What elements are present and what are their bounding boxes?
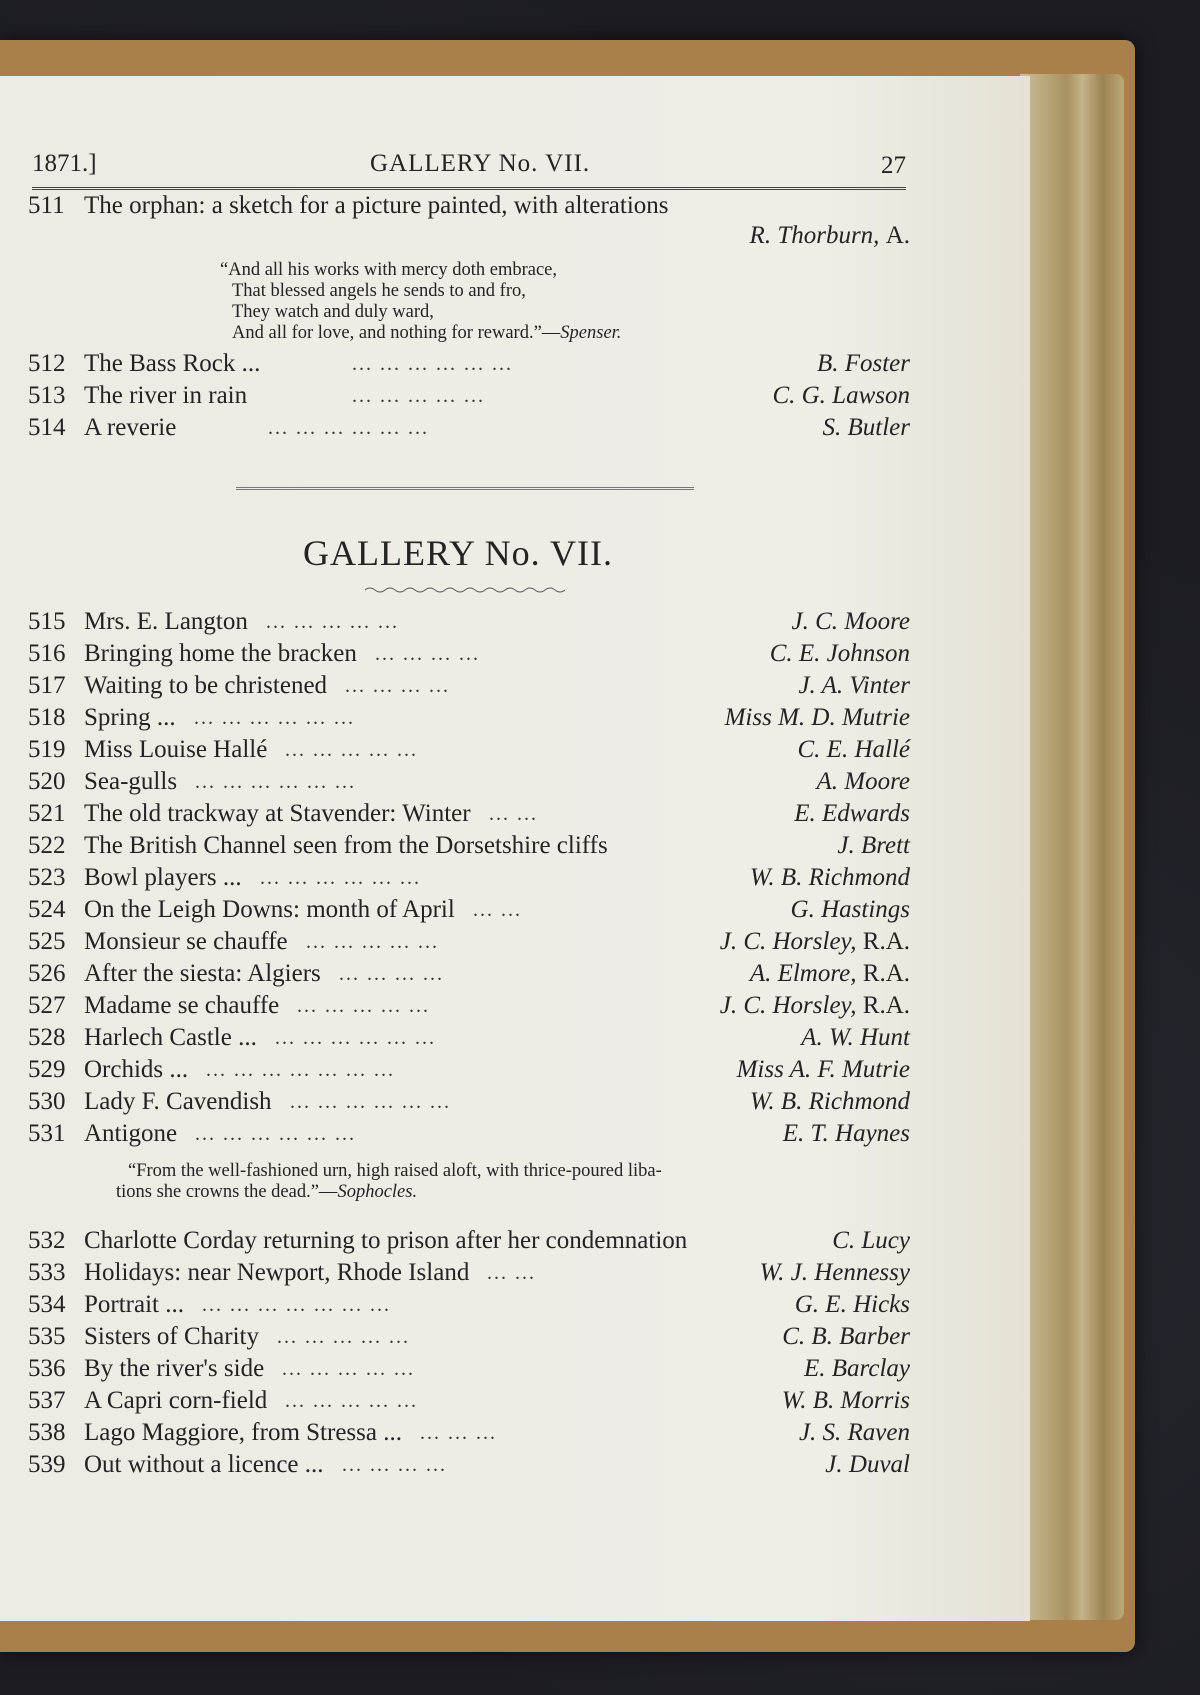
entry-number: 529 xyxy=(28,1056,66,1083)
entry-artist: J. Brett xyxy=(837,832,910,859)
entry-artist: R. Thorburn, A. xyxy=(749,222,910,249)
entry-number: 530 xyxy=(28,1088,66,1115)
spenser-quote xyxy=(220,260,621,344)
leader-dots: ... ... xyxy=(489,803,538,825)
entry-title: The Bass Rock ... xyxy=(84,350,261,377)
entry-title: Miss Louise Hallé xyxy=(84,736,268,763)
entry-artist: G. E. Hicks xyxy=(794,1291,910,1318)
leader-dots: ... ... ... ... ... xyxy=(306,931,439,953)
quote-source: Sophocles. xyxy=(337,1182,418,1202)
entry-539 xyxy=(28,1449,910,1481)
entry-518 xyxy=(28,702,910,734)
entry-537 xyxy=(28,1385,910,1417)
entry-530 xyxy=(28,1086,910,1118)
entry-title: Charlotte Corday returning to prison after her condemnation xyxy=(84,1227,688,1254)
entry-title: Mrs. E. Langton xyxy=(84,608,248,635)
leader-dots: ... ... ... ... xyxy=(345,675,450,697)
entry-artist: W. B. Richmond xyxy=(749,864,910,891)
leader-dots: ... ... ... ... ... xyxy=(285,739,418,761)
entry-514 xyxy=(28,412,910,444)
quote-source: Spenser. xyxy=(560,323,622,343)
entry-artist: E. Barclay xyxy=(804,1355,910,1382)
entry-title: Bowl players ... xyxy=(84,864,242,891)
entry-artist: C. E. Johnson xyxy=(769,640,910,667)
entry-artist: W. B. Morris xyxy=(781,1387,910,1414)
entry-artist: A. Moore xyxy=(816,768,910,795)
entry-title: Spring ... xyxy=(84,704,176,731)
entry-title: A Capri corn-field xyxy=(84,1387,268,1414)
entry-artist: S. Butler xyxy=(822,414,910,441)
entry-525 xyxy=(28,926,910,958)
entry-517 xyxy=(28,670,910,702)
entry-number: 534 xyxy=(28,1291,66,1318)
entry-number: 525 xyxy=(28,928,66,955)
entry-number: 532 xyxy=(28,1227,66,1254)
entry-519 xyxy=(28,734,910,766)
header-year: 1871.] xyxy=(32,150,97,177)
leader-dots: ... ... ... ... xyxy=(339,963,444,985)
gallery-heading: GALLERY No. VII. xyxy=(303,533,613,573)
entry-526 xyxy=(28,958,910,990)
entry-title: Out without a licence ... xyxy=(84,1451,324,1478)
entry-number: 511 xyxy=(28,192,65,219)
entry-title: Orchids ... xyxy=(84,1056,189,1083)
entry-516 xyxy=(28,638,910,670)
entry-artist: J. C. Moore xyxy=(791,608,910,635)
entry-531 xyxy=(28,1118,910,1150)
entry-number: 535 xyxy=(28,1323,66,1350)
leader-dots: ... ... ... ... ... ... xyxy=(352,353,513,375)
quote-line: “And all his works with mercy doth embrace, xyxy=(220,260,558,280)
leader-dots: ... ... ... ... xyxy=(375,643,480,665)
entry-title: Antigone xyxy=(84,1120,178,1147)
quote-line: And all for love, and nothing for reward.”—Spenser. xyxy=(232,323,622,343)
entry-520 xyxy=(28,766,910,798)
entry-528 xyxy=(28,1022,910,1054)
entry-number: 515 xyxy=(28,608,66,635)
entry-533 xyxy=(28,1257,910,1289)
page-edges xyxy=(1020,74,1124,1620)
entry-artist: A. Elmore, R.A. xyxy=(749,960,910,987)
entry-number: 537 xyxy=(28,1387,66,1414)
entry-title: Harlech Castle ... xyxy=(84,1024,257,1051)
entry-artist: J. C. Horsley, R.A. xyxy=(719,928,910,955)
entry-artist: G. Hastings xyxy=(790,896,910,923)
entry-number: 531 xyxy=(28,1120,66,1147)
entry-title: Lago Maggiore, from Stressa ... xyxy=(84,1419,402,1446)
leader-dots: ... ... ... ... ... ... xyxy=(195,771,356,793)
header-title: GALLERY No. VII. xyxy=(370,150,591,177)
leader-dots: ... ... ... ... ... ... ... xyxy=(202,1294,391,1316)
entry-number: 514 xyxy=(28,414,66,441)
entry-number: 538 xyxy=(28,1419,66,1446)
entry-artist: J. S. Raven xyxy=(798,1419,910,1446)
section-divider xyxy=(236,487,694,492)
leader-dots: ... ... ... ... ... xyxy=(352,385,485,407)
entry-artist: E. Edwards xyxy=(794,800,910,827)
entry-527 xyxy=(28,990,910,1022)
quote-line: They watch and duly ward, xyxy=(232,302,434,322)
entry-title: After the siesta: Algiers xyxy=(84,960,321,987)
leader-dots: ... ... xyxy=(473,899,522,921)
entry-title: Portrait ... xyxy=(84,1291,184,1318)
leader-dots: ... ... ... ... ... ... xyxy=(290,1091,451,1113)
quote-line: tions she crowns the dead.”—Sophocles. xyxy=(116,1182,418,1202)
leader-dots: ... ... ... ... ... ... xyxy=(268,417,429,439)
entry-title: Madame se chauffe xyxy=(84,992,280,1019)
entry-number: 533 xyxy=(28,1259,66,1286)
running-header xyxy=(32,144,906,184)
entry-title: Sisters of Charity xyxy=(84,1323,259,1350)
entry-title: By the river's side xyxy=(84,1355,265,1382)
entry-artist: B. Foster xyxy=(816,350,910,377)
sophocles-quote xyxy=(116,1161,662,1203)
quote-line: “From the well-fashioned urn, high raised aloft, with thrice-poured liba- xyxy=(128,1161,662,1181)
entry-511 xyxy=(28,190,910,222)
entry-512 xyxy=(28,348,910,380)
entry-artist: J. A. Vinter xyxy=(798,672,910,699)
leader-dots: ... ... ... ... ... ... xyxy=(275,1027,436,1049)
entry-number: 513 xyxy=(28,382,66,409)
entry-535 xyxy=(28,1321,910,1353)
entry-number: 518 xyxy=(28,704,66,731)
entry-artist: Miss M. D. Mutrie xyxy=(724,704,910,731)
entry-title: A reverie xyxy=(84,414,177,441)
entry-513 xyxy=(28,380,910,412)
leader-dots: ... ... xyxy=(487,1262,536,1284)
entry-title: Holidays: near Newport, Rhode Island xyxy=(84,1259,470,1286)
ornament-rule xyxy=(365,586,565,594)
entry-title: Waiting to be christened xyxy=(84,672,328,699)
leader-dots: ... ... ... ... ... xyxy=(277,1326,410,1348)
entry-artist: Miss A. F. Mutrie xyxy=(736,1056,910,1083)
leader-dots: ... ... ... ... ... ... xyxy=(194,707,355,729)
entry-artist: W. B. Richmond xyxy=(749,1088,910,1115)
entry-title: The river in rain xyxy=(84,382,248,409)
leader-dots: ... ... ... ... ... xyxy=(282,1358,415,1380)
entry-529 xyxy=(28,1054,910,1086)
entry-artist: C. Lucy xyxy=(832,1227,910,1254)
leader-dots: ... ... ... ... ... xyxy=(297,995,430,1017)
entry-number: 527 xyxy=(28,992,66,1019)
entry-number: 524 xyxy=(28,896,66,923)
leader-dots: ... ... ... ... ... xyxy=(285,1390,418,1412)
entry-number: 521 xyxy=(28,800,66,827)
entry-title: Sea-gulls xyxy=(84,768,178,795)
entry-number: 519 xyxy=(28,736,66,763)
entry-artist: C. E. Hallé xyxy=(797,736,910,763)
entry-number: 528 xyxy=(28,1024,66,1051)
entry-title: Lady F. Cavendish xyxy=(84,1088,272,1115)
entry-number: 539 xyxy=(28,1451,66,1478)
leader-dots: ... ... ... ... ... ... ... xyxy=(206,1059,395,1081)
entry-title: The orphan: a sketch for a picture painted, with alterations xyxy=(84,192,669,219)
entry-538 xyxy=(28,1417,910,1449)
entry-number: 536 xyxy=(28,1355,66,1382)
entry-artist: W. J. Hennessy xyxy=(759,1259,910,1286)
entry-number: 522 xyxy=(28,832,66,859)
entry-number: 526 xyxy=(28,960,66,987)
entry-title: Bringing home the bracken xyxy=(84,640,357,667)
entry-artist: C. B. Barber xyxy=(782,1323,910,1350)
entry-title: The old trackway at Stavender: Winter xyxy=(84,800,471,827)
leader-dots: ... ... ... ... ... ... xyxy=(260,867,421,889)
entry-title: On the Leigh Downs: month of April xyxy=(84,896,455,923)
entry-521 xyxy=(28,798,910,830)
leader-dots: ... ... ... xyxy=(420,1422,497,1444)
entry-title: The British Channel seen from the Dorsetshire cliffs xyxy=(84,832,608,859)
entry-number: 516 xyxy=(28,640,66,667)
page-number: 27 xyxy=(881,152,906,179)
entry-511-artist-line xyxy=(28,220,910,252)
entry-522 xyxy=(28,830,910,862)
entry-artist: E. T. Haynes xyxy=(782,1120,910,1147)
entry-artist: A. W. Hunt xyxy=(801,1024,910,1051)
entry-number: 512 xyxy=(28,350,66,377)
catalogue-page xyxy=(0,76,1030,1621)
entry-number: 517 xyxy=(28,672,66,699)
entry-534 xyxy=(28,1289,910,1321)
leader-dots: ... ... ... ... ... xyxy=(266,611,399,633)
entry-artist: C. G. Lawson xyxy=(772,382,910,409)
entry-515 xyxy=(28,606,910,638)
entry-532 xyxy=(28,1225,910,1257)
entry-524 xyxy=(28,894,910,926)
entry-title: Monsieur se chauffe xyxy=(84,928,288,955)
entry-artist: J. C. Horsley, R.A. xyxy=(719,992,910,1019)
entry-artist: J. Duval xyxy=(825,1451,910,1478)
leader-dots: ... ... ... ... xyxy=(342,1454,447,1476)
entry-number: 523 xyxy=(28,864,66,891)
entry-523 xyxy=(28,862,910,894)
entry-number: 520 xyxy=(28,768,66,795)
entry-536 xyxy=(28,1353,910,1385)
quote-line: That blessed angels he sends to and fro, xyxy=(232,281,526,301)
leader-dots: ... ... ... ... ... ... xyxy=(195,1123,356,1145)
